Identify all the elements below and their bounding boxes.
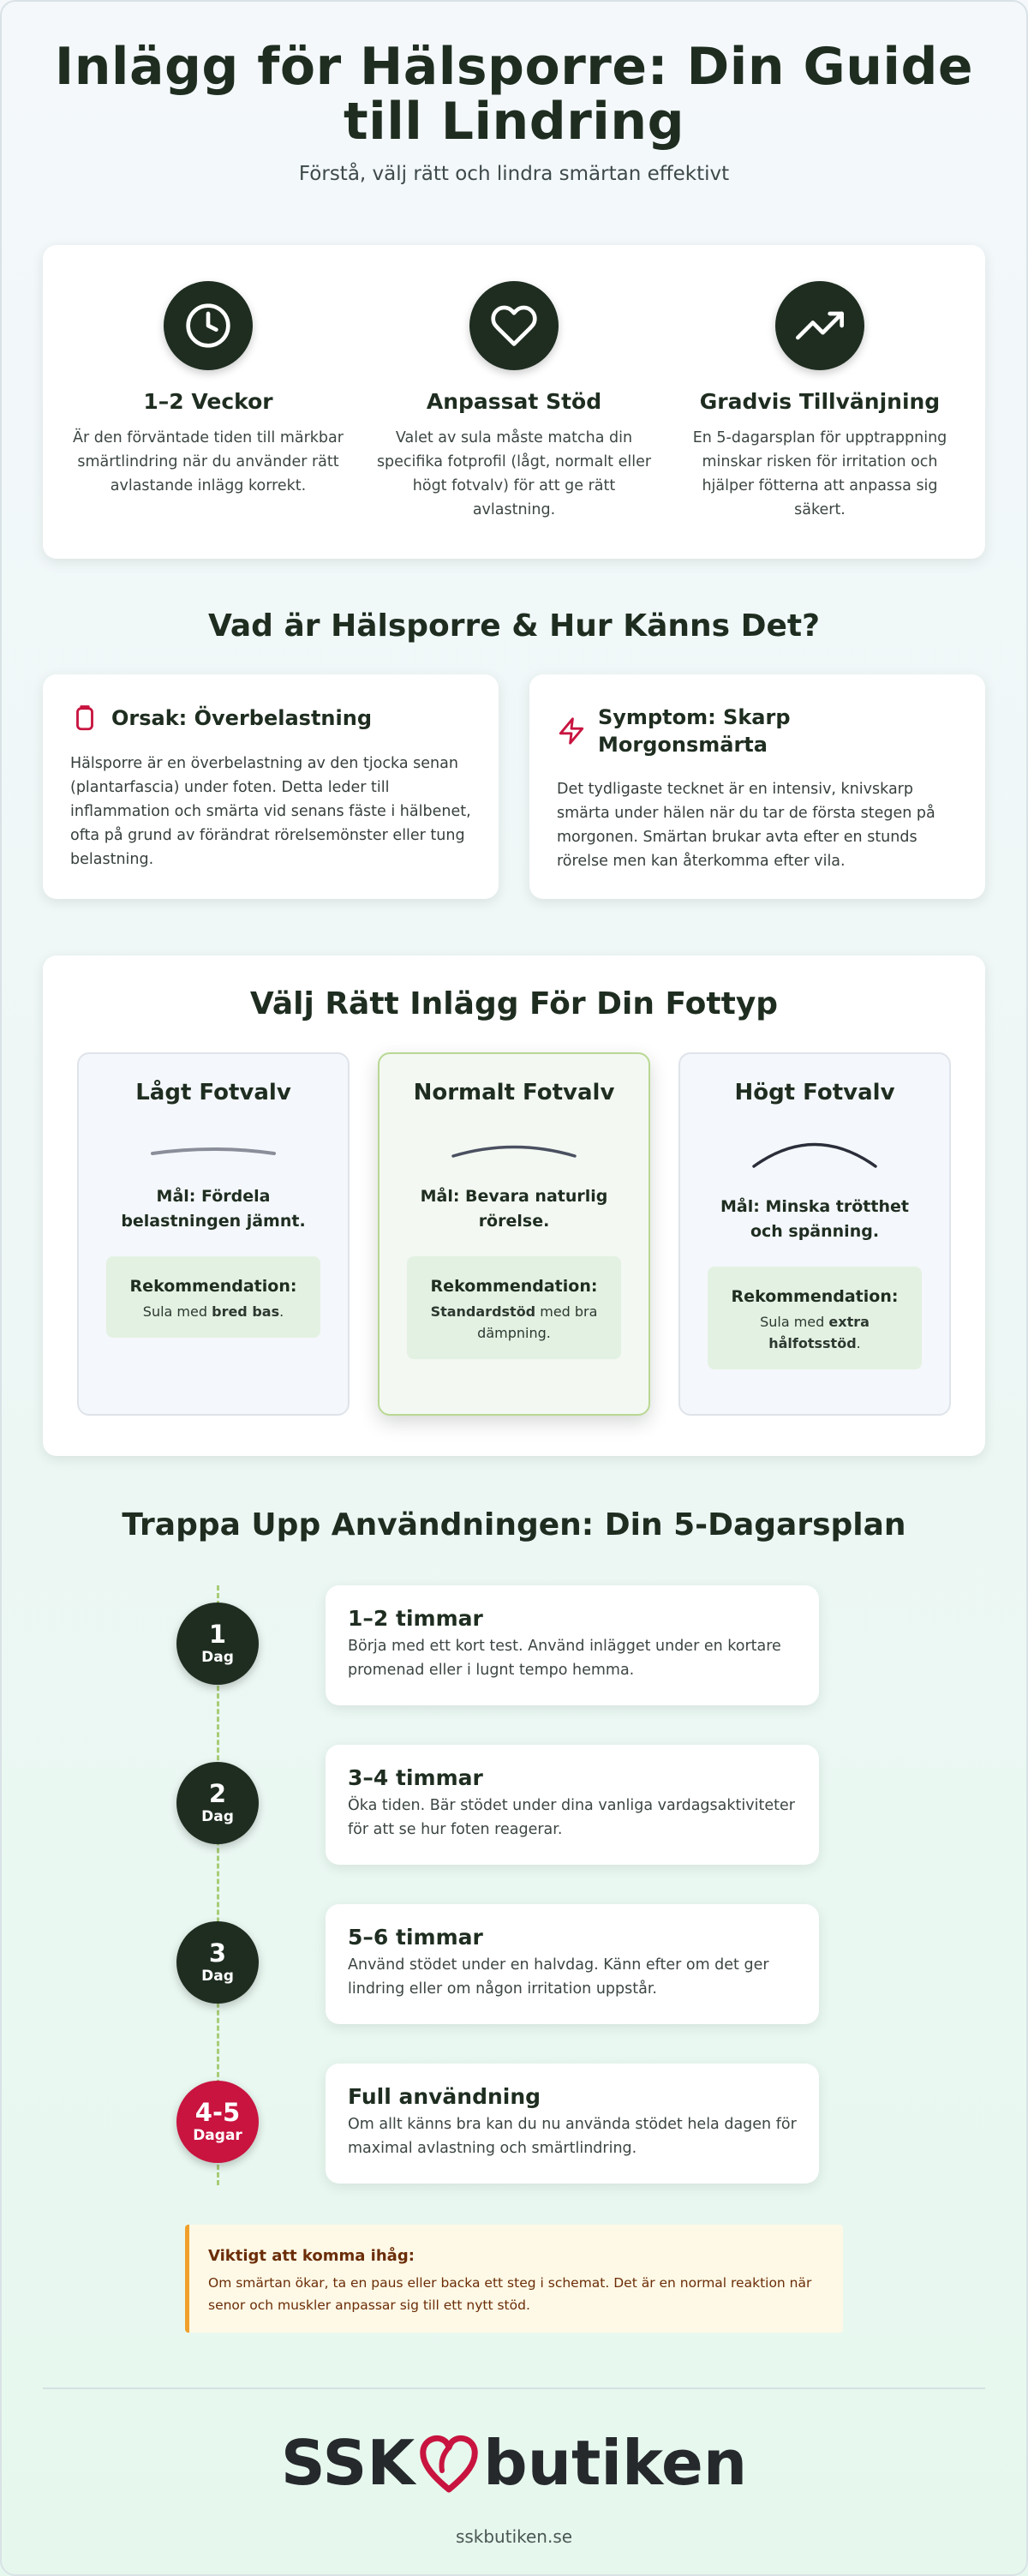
symptom-title: Symptom: Skarp Morgonsmärta: [598, 705, 791, 757]
arch-title: Högt Fotvalv: [734, 1080, 895, 1105]
normal-arch-icon: [450, 1141, 578, 1159]
recommendation-box: [407, 1256, 621, 1359]
insole-choice-card: [43, 956, 985, 1456]
day-badge: 2 Dag: [176, 1762, 259, 1844]
timeline-step: [188, 1745, 840, 1865]
arch-goal: Mål: Bevara naturlig rörelse.: [420, 1187, 608, 1231]
feature-title: Anpassat Stöd: [426, 389, 602, 414]
step-text: Öka tiden. Bär stödet under dina vanliga vardagsaktiviteter för att se hur foten reagerar.: [348, 1797, 795, 1838]
plan-section-title: Trappa Upp Användningen: Din 5-Dagarsplan: [122, 1507, 906, 1543]
trending-up-icon: [775, 281, 864, 370]
step-text: Om allt känns bra kan du nu använda stödet hela dagen för maximal avlastning och smärtlindring.: [348, 2116, 797, 2157]
step-title: Full användning: [348, 2084, 541, 2109]
note-title: Viktigt att komma ihåg:: [208, 2247, 415, 2265]
low-arch-icon: [149, 1141, 278, 1159]
arch-card-normal: [378, 1052, 650, 1416]
page-title: Inlägg för Hälsporre: Din Guide till Lindring: [54, 37, 974, 152]
cause-text: Hälsporre är en överbelastning av den tjocka senan (plantarfascia) under foten. Detta leder till inflammation och smärta vid senans fäste i hälbenet, ofta på grund av förändrat rörelsemönster eller tung belastning.: [70, 755, 471, 868]
arch-goal: Mål: Minska trötthet och spänning.: [720, 1197, 909, 1241]
logo-text-right: butiken: [483, 2427, 748, 2499]
feature-item: [67, 281, 350, 559]
plan-timeline: [188, 1585, 840, 2211]
footer-divider: [43, 2387, 985, 2389]
feature-item: [678, 281, 961, 559]
heart-icon: [469, 281, 559, 370]
feature-text: En 5-dagarsplan för upptrappning minskar risken för irritation och hjälper fötterna att anpassa sig säkert.: [692, 429, 947, 518]
arch-row: [77, 1052, 951, 1416]
step-card: [326, 1745, 819, 1865]
step-title: 1–2 timmar: [348, 1606, 483, 1631]
feature-item: [373, 281, 655, 559]
day-badge: 4-5 Dagar: [176, 2081, 259, 2163]
note-text: Om smärtan ökar, ta en paus eller backa ett steg i schemat. Det är en normal reaktion när senor och muskler anpassar sig till ett nytt stöd.: [208, 2275, 812, 2313]
symptom-text: Det tydligaste tecknet är en intensiv, knivskarp smärta under hälen när du tar de första stegen på morgonen. Smärtan brukar avta efter en stunds rörelse men kan återkomma efter vila.: [557, 781, 935, 870]
step-card: [326, 1904, 819, 2024]
step-card: [326, 2064, 819, 2184]
clock-icon: [164, 281, 253, 370]
website-link[interactable]: sskbutiken.se: [455, 2526, 573, 2547]
step-text: Använd stödet under en halvdag. Känn efter om det ger lindring eller om någon irritation uppstår.: [348, 1956, 769, 1998]
about-row: [43, 674, 985, 899]
cause-title: Orsak: Överbelastning: [111, 706, 373, 730]
recommendation-box: [708, 1267, 922, 1369]
day-badge: 3 Dag: [176, 1921, 259, 2004]
step-title: 3–4 timmar: [348, 1765, 483, 1790]
timeline-step: [188, 1904, 840, 2024]
feature-card: [43, 245, 985, 559]
day-badge: 1 Dag: [176, 1603, 259, 1685]
feature-text: Valet av sula måste matcha din specifika fotprofil (lågt, normalt eller högt fotvalv) för att ge rätt avlastning.: [376, 429, 652, 518]
timeline-step: [188, 1585, 840, 1705]
high-arch-icon: [750, 1141, 879, 1169]
step-card: [326, 1585, 819, 1705]
feature-title: Gradvis Tillvänjning: [699, 389, 941, 414]
step-title: 5–6 timmar: [348, 1925, 483, 1950]
brand-logo: [43, 2429, 985, 2497]
shoe-icon: [70, 704, 99, 733]
rec-text: Sula med bred bas.: [142, 1303, 284, 1320]
lightning-icon: [557, 716, 586, 746]
cause-card: [43, 674, 499, 899]
feature-title: 1–2 Veckor: [143, 389, 273, 414]
step-text: Börja med ett kort test. Använd inlägget under en kortare promenad eller i lugnt tempo hemma.: [348, 1638, 781, 1679]
rec-label: Rekommendation:: [731, 1287, 899, 1306]
rec-text: Sula med extra hålfotsstöd.: [760, 1314, 870, 1351]
arch-card-high: [678, 1052, 951, 1416]
feature-text: Är den förväntade tiden till märkbar smärtlindring när du använder rätt avlastande inlägg korrekt.: [73, 429, 344, 494]
rec-text: Standardstöd med bra dämpning.: [430, 1303, 598, 1341]
heart-logo-icon: [418, 2429, 480, 2496]
arch-card-low: [77, 1052, 350, 1416]
about-section-title: Vad är Hälsporre & Hur Känns Det?: [208, 608, 820, 644]
logo-text-left: SSK: [280, 2427, 415, 2499]
rec-label: Rekommendation:: [129, 1277, 297, 1296]
arch-goal: Mål: Fördela belastningen jämnt.: [121, 1187, 306, 1231]
choose-section-title: Välj Rätt Inlägg För Din Fottyp: [249, 986, 779, 1021]
arch-title: Normalt Fotvalv: [413, 1080, 615, 1105]
symptom-card: [529, 674, 985, 899]
recommendation-box: [106, 1256, 320, 1338]
rec-label: Rekommendation:: [430, 1277, 598, 1296]
arch-title: Lågt Fotvalv: [135, 1080, 291, 1105]
reminder-note: [185, 2225, 843, 2333]
page-subtitle: Förstå, välj rätt och lindra smärtan effektivt: [298, 163, 730, 185]
timeline-step: [188, 2064, 840, 2184]
